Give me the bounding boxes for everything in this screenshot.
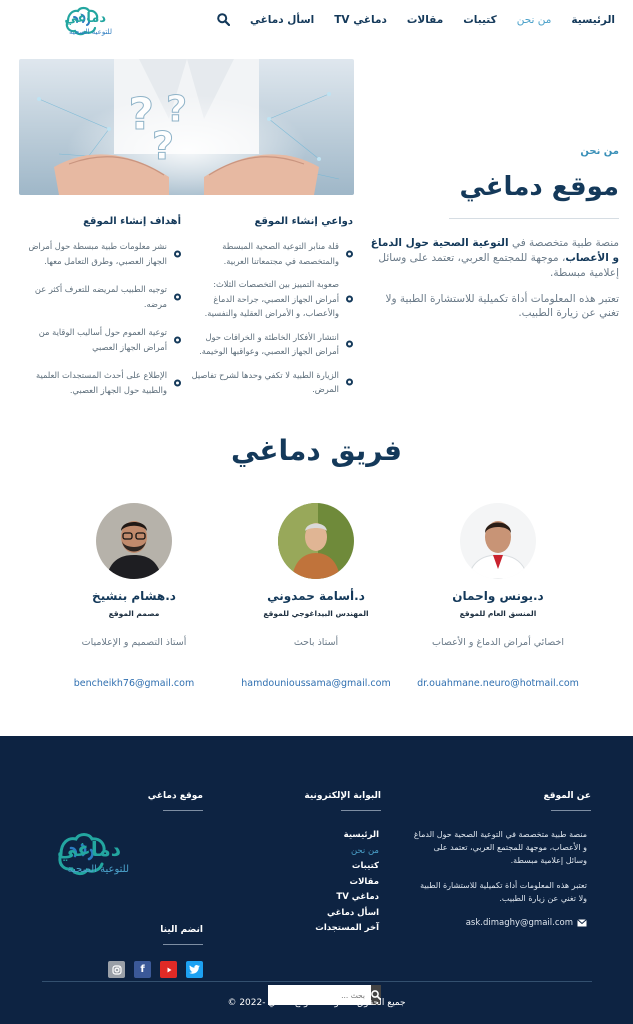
nav-booklets[interactable]: كتيبات — [463, 14, 497, 26]
bullet-icon — [174, 379, 181, 386]
list-item: توجيه الطبيب لمريضه للتعرف أكثر عن مرضه. — [21, 282, 181, 311]
search-icon[interactable] — [216, 13, 230, 27]
svg-text:للتوعية الصحية: للتوعية الصحية — [67, 864, 129, 875]
instagram-icon[interactable] — [108, 961, 125, 978]
brain-logo-icon — [55, 826, 207, 882]
nav-about[interactable]: من نحن — [516, 14, 552, 26]
youtube-icon[interactable] — [160, 961, 177, 978]
footer-link-home[interactable]: الرئيسية — [343, 830, 379, 840]
list-item: قلة منابر التوعية الصحية المبسطة والمتخصصة في مجتمعاتنا العربية. — [191, 239, 353, 268]
brain-logo-icon — [62, 3, 164, 39]
nav-tv[interactable]: دماغي TV — [334, 14, 387, 26]
member-name: د.أسامة حمدوني — [267, 589, 365, 603]
about-paragraph: منصة طبية متخصصة في التوعية الصحية حول الدماغ و الأعصاب، موجهة للمجتمع العربي، تعتمد على وسائل إعلامية مبسطة. — [370, 237, 619, 279]
list-item: الإطلاع على أحدث المستجدات العلمية والطبية حول الجهاز العصبي. — [21, 368, 181, 397]
hero-image — [19, 59, 354, 195]
svg-text:دماغي: دماغي — [56, 837, 121, 861]
member-email[interactable]: dr.ouahmane.neuro@hotmail.com — [417, 678, 579, 689]
svg-text:?: ? — [151, 124, 174, 168]
member-email[interactable]: hamdounioussama@gmail.com — [241, 678, 391, 689]
bullet-icon — [346, 295, 353, 302]
reasons-section — [191, 216, 353, 406]
member-name: د.هشام بنشيخ — [92, 589, 176, 603]
svg-text:?: ? — [128, 89, 154, 140]
team-member-card — [49, 503, 219, 689]
about-title: موقع دماغي — [459, 172, 619, 202]
list-item: نشر معلومات طبية مبسطة حول أمراض الجهاز العصبي، وطرق التعامل معها. — [21, 239, 181, 268]
question-hands-illustration — [19, 59, 354, 195]
site-footer — [0, 736, 633, 1024]
bullet-icon — [174, 336, 181, 343]
bullet-icon — [346, 250, 353, 257]
footer-link-articles[interactable]: مقالات — [349, 876, 379, 887]
twitter-icon[interactable] — [186, 961, 203, 978]
member-description: اخصائي أمراض الدماغ و الأعصاب — [432, 637, 564, 648]
footer-email[interactable]: ask.dimaghy@gmail.com — [466, 918, 587, 928]
footer-link-ask[interactable]: اسأل دماغي — [326, 907, 379, 918]
footer-link-latest[interactable]: آخر المستجدات — [315, 923, 379, 933]
team-member-card — [231, 503, 401, 689]
team-member-card — [413, 503, 583, 689]
svg-text:للتوعية الصحية: للتوعية الصحية — [69, 28, 112, 36]
member-email[interactable]: bencheikh76@gmail.com — [73, 678, 195, 689]
footer-about-disclaimer: تعتبر هذه المعلومات أداة تكميلية للاستشارة الطبية ولا تغني عن زيارة الطبيب. — [420, 881, 587, 903]
bullet-icon — [174, 293, 181, 300]
footer-link-about[interactable]: من نحن — [350, 845, 379, 856]
copyright-text: جميع الحقوق محفوظة - موقع دماغي -2022 © — [227, 998, 406, 1008]
nav-ask[interactable]: اسأل دماغي — [250, 14, 315, 26]
footer-divider — [42, 981, 592, 982]
list-item: توعية العموم حول أساليب الوقاية من أمراض الجهاز العصبي — [21, 325, 181, 354]
member-role: مصمم الموقع — [108, 609, 160, 618]
footer-about-title: عن الموقع — [543, 791, 591, 811]
divider — [449, 218, 619, 219]
about-kicker: من نحن — [580, 146, 619, 157]
list-item: الزيارة الطبية لا تكفي وحدها لشرح تفاصيل المرض. — [191, 368, 353, 397]
svg-text:?: ? — [166, 89, 187, 130]
footer-link-booklets[interactable]: كتيبات — [351, 861, 379, 871]
avatar — [278, 503, 354, 579]
about-disclaimer: تعتبر هذه المعلومات أداة تكميلية للاستشارة الطبية ولا تغني عن زيارة الطبيب. — [385, 293, 619, 319]
member-description: أستاذ باحث — [293, 637, 339, 648]
social-links — [108, 961, 203, 978]
bullet-icon — [346, 341, 353, 348]
nav-articles[interactable]: مقالات — [406, 14, 444, 26]
footer-links — [315, 828, 379, 937]
footer-join-title: انضم الينا — [160, 925, 203, 945]
site-logo[interactable] — [62, 3, 164, 39]
bullet-icon — [174, 250, 181, 257]
member-role: المنسق العام للموقع — [459, 609, 537, 618]
bullet-icon — [346, 379, 353, 386]
site-header — [0, 0, 633, 45]
footer-portal-title: البوابة الإلكترونية — [304, 791, 381, 811]
reasons-title: دواعي إنشاء الموقع — [254, 216, 353, 227]
team-title: فريق دماغي — [231, 434, 402, 467]
avatar — [460, 503, 536, 579]
facebook-icon[interactable]: f — [134, 961, 151, 978]
list-item: صعوبة التمييز بين التخصصات الثلاث: أمراض الجهاز العصبي، جراحة الدماغ والأعصاب، و الأمراض العقلية والنفسية. — [191, 277, 353, 321]
nav-home[interactable]: الرئيسية — [571, 14, 615, 26]
goals-section — [21, 216, 181, 411]
goals-title: أهداف إنشاء الموقع — [83, 216, 181, 227]
avatar — [96, 503, 172, 579]
footer-about-text: منصة طبية متخصصة في التوعية الصحية حول الدماغ و الأعصاب، موجهة للمجتمع العربي، تعتمد على وسائل إعلامية مبسطة. — [413, 830, 587, 865]
footer-logo[interactable] — [55, 826, 207, 886]
footer-site-title: موقع دماغي — [148, 791, 203, 811]
footer-link-tv[interactable]: دماغي TV — [336, 892, 379, 902]
envelope-icon — [577, 919, 587, 927]
main-nav — [216, 13, 615, 27]
member-role: المهندس البيداغوجي للموقع — [263, 609, 369, 618]
svg-text:دماغي: دماغي — [64, 11, 106, 26]
member-name: د.يونس واحمان — [452, 589, 544, 603]
list-item: انتشار الأفكار الخاطئة و الخرافات حول أمراض الجهاز العصبي، وعواقبها الوخيمة. — [191, 330, 353, 359]
member-description: أستاذ التصميم و الإعلاميات — [81, 637, 187, 648]
